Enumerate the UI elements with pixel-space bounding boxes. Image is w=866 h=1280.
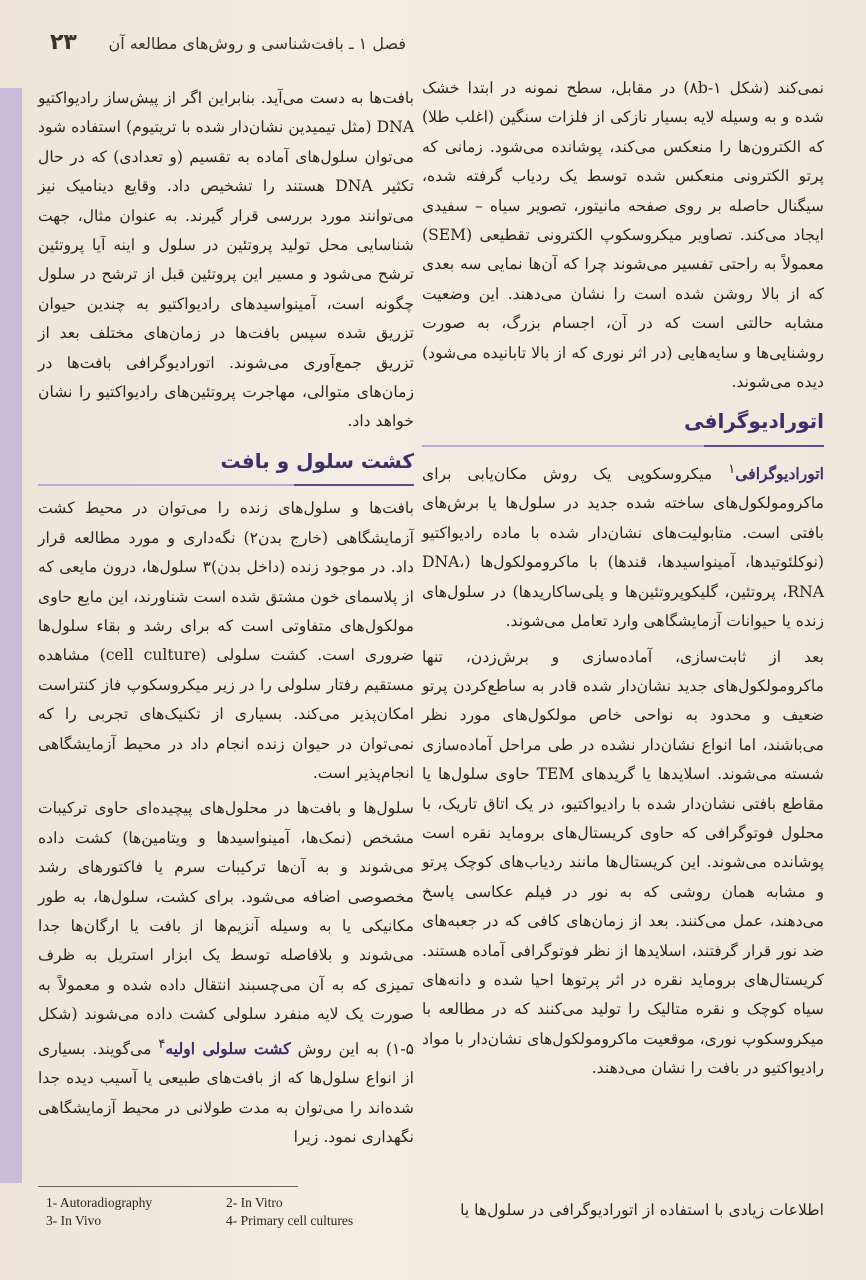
section-title-autoradiography: اتورادیوگرافی: [422, 407, 824, 446]
chapter-side-bar: [0, 88, 22, 1183]
page-header: [40, 28, 826, 68]
section-title-cell-culture: کشت سلول و بافت: [38, 447, 414, 486]
paragraph-cell-culture-intro: بافت‌ها و سلول‌های زنده را می‌توان در محیط کشت آزمایشگاهی (خارج بدن۲) نگه‌داری و مورد مطالعه قرار داد. در موجود زنده (داخل بدن)۳ سلول‌ها، درون مایعی که از پلاسمای خون مشتق شده است شناورند، این مایع حاوی مولکول‌های متفاوتی است که برای رشد و بقاء سلول‌ها ضروری است. کشت سلولی (cell culture) مشاهده مستقیم رفتار سلولی را در زیر میکروسکوپ فاز کنتراست امکان‌پذیر می‌کند. بسیاری از تکنیک‌های تجربی را که نمی‌توان در حیوان زنده انجام داد در محیط آزمایشگاهی انجام‌پذیر است.: [38, 499, 415, 782]
footnote-ref-1: ۱: [728, 461, 736, 477]
footnote-3: 3- In Vivo: [46, 1213, 102, 1228]
footnote-ref-4: ۴: [158, 1036, 166, 1052]
chapter-title: فصل ۱ ـ بافت‌شناسی و روش‌های مطالعه آن: [108, 34, 406, 53]
term-autoradiography: اتورادیوگرافی: [735, 464, 824, 484]
right-column: [422, 74, 824, 1090]
footnotes: [46, 1194, 406, 1230]
footnote-4: 4- Primary cell cultures: [226, 1213, 354, 1228]
page-number: ۲۳: [50, 30, 77, 55]
paragraph-continued: اطلاعات زیادی با استفاده از اتورادیوگرافی در سلول‌ها یا: [460, 1201, 824, 1219]
paragraph-cell-culture-method: [38, 794, 414, 1152]
left-column: [38, 84, 414, 1158]
paragraph-text: سلول‌ها و بافت‌ها در محلول‌های پیچیده‌ای حاوی ترکیبات مشخص (نمک‌ها، آمینواسیدها و ویتامین‌ها) کشت داده می‌شوند و به آن‌ها ترکیبات سرم یا فاکتورهای رشد مخصوصی اضافه می‌شود. برای کشت، سلول‌ها، به طور مکانیکی یا به وسیله آنزیم‌ها از بافت یا ارگان‌ها جدا می‌شوند و بلافاصله توسط یک ابزار استریل به ظرف تمیزی که به آن می‌چسبند انتقال داده شده و معمولاً به صورت یک لایه منفرد سلولی کشت داده می‌شوند (شکل ۵-۱) به این روش: [38, 799, 415, 1058]
term-primary-cell-culture: کشت سلولی اولیه: [165, 1038, 291, 1058]
paragraph-sem: نمی‌کند (شکل ۸b-۱) در مقابل، سطح نمونه در ابتدا خشک شده و به وسیله لایه بسیار نازکی از فلزات سنگین (اغلب طلا) که الکترون‌ها را منعکس می‌کند، پوشانده می‌شود. زمانی که پرتو الکترونی منعکس شده توسط یک ردیاب گرفته شده، سیگنال حاصله بر روی صفحه مانیتور، تصویر سیاه – سفیدی ایجاد می‌کند. تصاویر میکروسکوپ الکترونی تقطیعی (SEM) معمولاً به راحتی تفسیر می‌شوند چرا که آن‌ها نمایی سه بعدی که از بالا روشن شده است را نشان می‌دهند. این وضعیت مشابه حالتی است که در آن، اجسام بزرگ، به صورت روشنایی‌ها و سایه‌هایی (در اثر نوری که از بالا تابانیده می‌شود) دیده می‌شوند.: [422, 79, 824, 392]
paragraph-text: میکروسکوپی یک روش مکان‌یابی برای ماکرومولکول‌های ساخته شده جدید در سلول‌ها یا برش‌های بافتی است. متابولیت‌های نشان‌دار شده با ماده رادیواکتیو (نوکلئوتیدها، آمینواسیدها، قندها) با ماکرومولکول‌ها (DNA، RNA، پروتئین، گلیکوپروتئین‌ها و پلی‌ساکاریدها) در سلول‌های زنده یا حیوانات آزمایشگاهی وارد تعامل می‌شوند.: [422, 465, 824, 631]
footnote-2: 2- In Vitro: [226, 1195, 283, 1210]
paragraph-autoradiography-method: بعد از ثابت‌سازی، آماده‌سازی و برش‌زدن، تنها ماکرومولکول‌های جدید نشان‌دار شده قادر به ساطع‌کردن پرتو ضعیف و محدود به نواحی خاص مولکول‌های مورد نظر می‌باشند، اما انواع نشان‌دار نشده در طی مراحل آماده‌سازی شسته می‌شوند. اسلایدها یا گریدهای TEM حاوی سلول‌ها یا مقاطع بافتی نشان‌دار شده با رادیواکتیو، در یک اتاق تاریک، با محلول فوتوگرافی که حاوی کریستال‌های بروماید نقره است پوشانده می‌شوند. این کریستال‌ها مانند ردیاب‌های کوچک پرتو و مشابه همان روشی که به نور در فیلم عکاسی پاسخ می‌دهند، عمل می‌کنند. بعد از زمان‌های کافی که در جعبه‌های ضد نور قرار گرفتند، اسلایدها از نظر فوتوگرافی آماده هستند. کریستال‌های بروماید نقره در اثر پرتوها احیا شده و دانه‌های سیاه کوچک و نقره متالیک را تولید می‌کنند که در مطالعه با میکروسکوپ نوری، موقعیت ماکرومولکول‌های نشان‌دار با مواد رادیواکتیو در بافت را نشان می‌دهند.: [422, 647, 824, 1078]
footnote-rule: [38, 1186, 298, 1187]
paragraph-autoradiography-intro: [422, 455, 824, 637]
footnote-1: 1- Autoradiography: [46, 1195, 153, 1210]
paragraph-text: می‌گویند. بسیاری از انواع سلول‌ها که از بافت‌های طبیعی یا آسیب دیده جدا شده‌اند را می‌توان به مدت طولانی در محیط آزمایشگاهی نگهداری نمود. زیرا: [38, 1039, 414, 1146]
paragraph-autoradiography-uses: بافت‌ها به دست می‌آید. بنابراین اگر از پیش‌ساز رادیواکتیو DNA (مثل تیمیدین نشان‌دار شده با تریتیوم) استفاده شود می‌توان سلول‌های آماده به تقسیم (و تعدادی) که در حال تکثیر DNA هستند را تشخیص داد. وقایع دینامیک نیز می‌توانند مورد بررسی قرار گیرند. به عنوان مثال، جهت شناسایی محل تولید پروتئین در سلول و اینه آیا پروتئین ترشح می‌شود و مسیر این پروتئین قبل از ترشح در سلول چگونه است، آمینواسیدهای رادیواکتیو به چندین حیوان تزریق شده سپس بافت‌ها در زمان‌های مختلف بعد از تزریق جمع‌آوری می‌شوند. اتورادیوگرافی بافت‌ها در زمان‌های متوالی، مهاجرت پروتئین‌های رادیواکتیو را نشان خواهد داد.: [38, 89, 414, 431]
